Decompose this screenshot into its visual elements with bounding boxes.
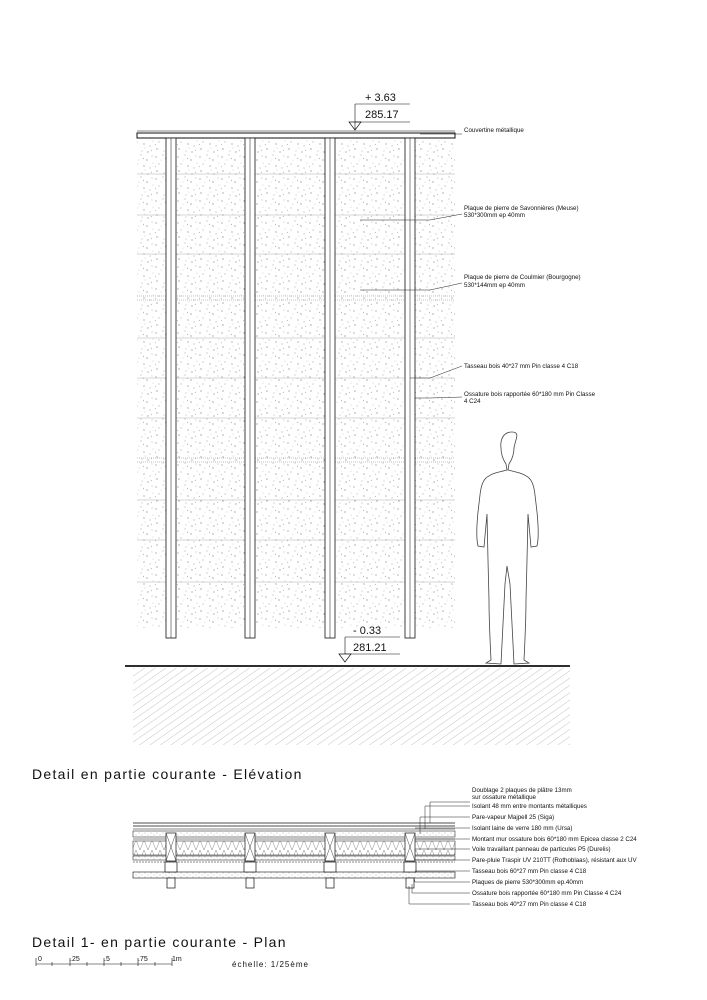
scale-text: échelle: 1/25ème — [232, 960, 309, 969]
plan-label-2: Isolant 48 mm entre montants métalliques — [472, 803, 587, 810]
plan-label-6: Voile travaillant panneau de particules P5 (Durelis) — [472, 846, 611, 853]
top-level-marker — [349, 92, 410, 130]
plan-label-9: Plaques de pierre 530*300mm ep.40mm — [472, 879, 584, 886]
plan-view — [32, 787, 637, 950]
label-coulmier-stone-1: Plaque de pierre de Coulmier (Bourgogne) — [464, 274, 581, 281]
plan-label-4: Isolant laine de verre 180 mm (Ursa) — [472, 825, 573, 832]
plan-label-3: Pare-vapeur Majpell 25 (Siga) — [472, 814, 555, 821]
label-batten: Tasseau bois 40*27 mm Pin classe 4 C18 — [464, 363, 579, 370]
elevation-view — [32, 92, 596, 782]
plan-title: Detail 1- en partie courante - Plan — [32, 934, 287, 950]
plan-label-10: Ossature bois rapportée 60*180 mm Pin Classe 4 C24 — [472, 890, 622, 897]
metal-coping — [137, 133, 455, 138]
bottom-level-marker — [339, 625, 400, 662]
plan-label-5: Montant mur ossature bois 60*180 mm Epicea classe 2 C24 — [472, 836, 637, 843]
plan-label-8: Tasseau bois 60*27 mm Pin classe 4 C18 — [472, 868, 587, 875]
scale-tick-4: 1m — [172, 956, 182, 963]
elevation-title: Detail en partie courante - Elévation — [32, 766, 303, 782]
label-savonnieres-stone-2: 530*300mm ep 40mm — [464, 212, 525, 219]
label-frame-2: 4 C24 — [464, 398, 481, 405]
plan-label-1b: sur ossature métallique — [472, 794, 536, 801]
plan-label-7: Pare-pluie Traspir UV 210TT (Rothoblaas), résistant aux UV — [472, 857, 637, 864]
label-metal-coping: Couvertine métallique — [464, 127, 524, 134]
scale-bar — [36, 956, 309, 969]
label-coulmier-stone-2: 530*144mm ep 40mm — [464, 282, 525, 289]
plan-label-11: Tasseau bois 40*27 mm Pin classe 4 C18 — [472, 901, 587, 908]
scale-tick-0: 0 — [38, 956, 42, 963]
scale-tick-1: .25 — [70, 956, 80, 963]
scale-tick-3: .75 — [138, 956, 148, 963]
label-frame-1: Ossature bois rapportée 60*180 mm Pin Classe — [464, 391, 596, 398]
ground-hatch — [133, 668, 570, 745]
bottom-level-relative: - 0.33 — [353, 625, 382, 637]
top-level-absolute: 285.17 — [365, 109, 399, 121]
stone-plates-plan — [133, 872, 455, 878]
bottom-level-absolute: 281.21 — [353, 642, 387, 654]
top-level-relative: + 3.63 — [365, 92, 396, 104]
human-scale-figure — [477, 432, 538, 664]
plan-label-1: Doublage 2 plaques de plâtre 13mm — [472, 787, 572, 794]
label-savonnieres-stone-1: Plaque de pierre de Savonnières (Meuse) — [464, 205, 579, 212]
scale-tick-2: .5 — [104, 956, 110, 963]
